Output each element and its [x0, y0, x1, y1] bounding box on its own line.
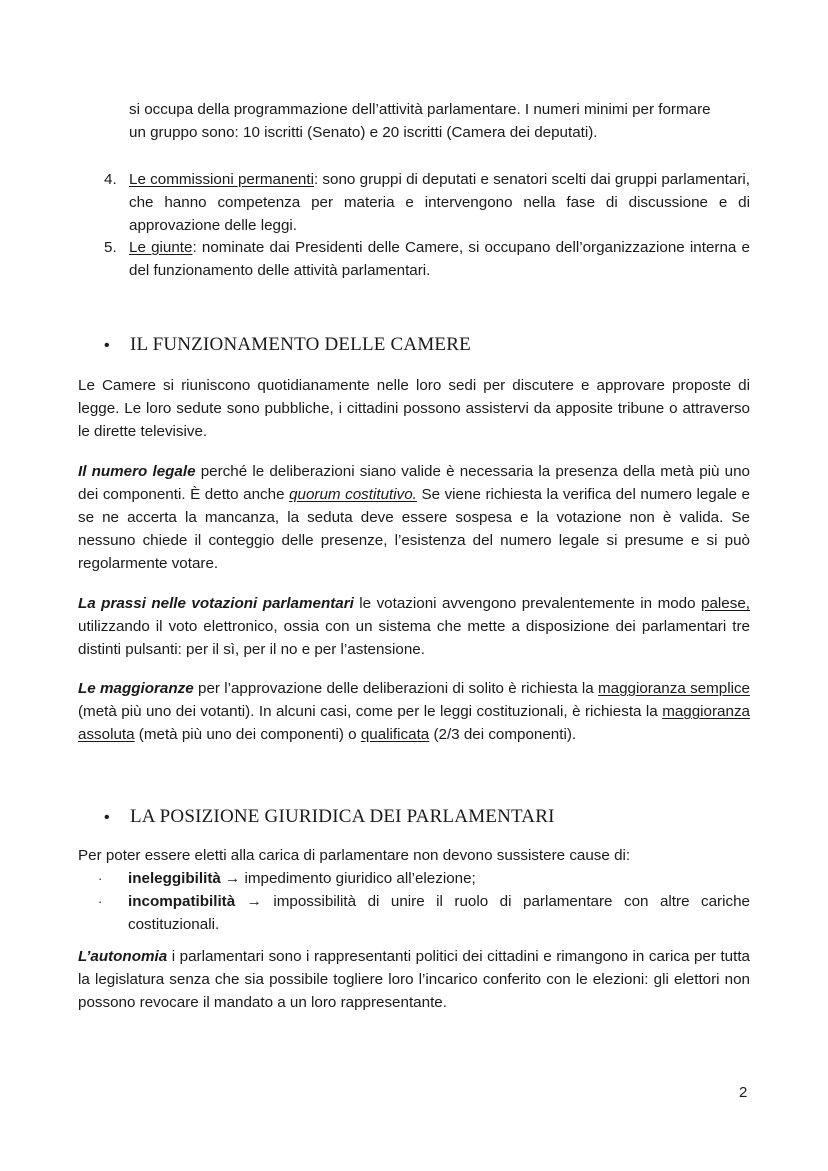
list-text: : nominate dai Presidenti delle Camere, si occupano dell’organizzazione interna e del funzionamento delle attività parlamentari.: [129, 239, 750, 279]
bullet-item: [98, 867, 750, 890]
paragraph-text: le votazioni avvengono prevalentemente in modo: [353, 595, 702, 612]
paragraph-lead: L’autonomia: [78, 948, 168, 965]
bullet-item: [98, 890, 750, 936]
paragraph-lead: Le maggioranze: [78, 680, 194, 697]
bullet-term: incompatibilità: [128, 893, 236, 910]
paragraph-lead: Il numero legale: [78, 463, 196, 480]
paragraph-text: (2/3 dei componenti).: [429, 726, 577, 743]
section-heading-text: IL FUNZIONAMENTO DELLE CAMERE: [130, 334, 471, 355]
continued-line-1: si occupa della programmazione dell’attività parlamentare. I numeri minimi per formare: [129, 101, 711, 118]
underlined-term: qualificata: [360, 726, 430, 743]
paragraph-text: (metà più uno dei componenti) o: [134, 726, 361, 743]
bullet-icon: •: [104, 337, 110, 354]
underlined-term: palese,: [701, 595, 751, 612]
list-text: : sono gruppi di deputati e senatori scelti dai gruppi parlamentari, che hanno competenza per materia e intervengono nella fase di discussione e di approvazione delle leggi.: [129, 171, 750, 234]
underlined-term: maggioranza assoluta: [78, 703, 750, 743]
paragraph: Per poter essere eletti alla carica di parlamentare non devono sussistere cause di:: [78, 847, 631, 864]
paragraph-autonomia: [78, 945, 750, 1014]
list-item: [104, 168, 750, 237]
paragraph-numero-legale: [78, 460, 750, 575]
bullet-icon: ·: [98, 871, 103, 886]
continued-paragraph: [129, 98, 751, 144]
bullet-text: impedimento giuridico all’elezione;: [244, 870, 476, 887]
bullet-icon: ·: [98, 894, 103, 909]
paragraph-text: perché le deliberazioni siano valide è necessaria la presenza della metà più uno dei componenti. È detto anche: [78, 463, 750, 503]
underlined-term: maggioranza semplice: [597, 680, 751, 697]
underlined-term: quorum costitutivo.: [289, 486, 417, 503]
paragraph: Le Camere si riuniscono quotidianamente nelle loro sedi per discutere e approvare proposte di legge. Le loro sedute sono pubbliche, i cittadini possono assistervi da apposite tribune o attraverso le dirette televisive.: [78, 377, 750, 440]
list-term: Le giunte: [129, 239, 193, 256]
bullet-icon: •: [104, 809, 110, 826]
paragraph-lead: La prassi nelle votazioni parlamentari: [78, 595, 354, 612]
list-term: Le commissioni permanenti: [129, 171, 314, 188]
paragraph-text: (metà più uno dei votanti). In alcuni casi, come per le leggi costituzionali, è richiesta la: [78, 703, 663, 720]
bullet-term: ineleggibilità: [128, 870, 221, 887]
paragraph-text: per l’approvazione delle deliberazioni di solito è richiesta la: [193, 680, 598, 697]
paragraph-maggioranze: [78, 677, 750, 746]
paragraph-text: i parlamentari sono i rappresentanti politici dei cittadini e rimangono in carica per tutta la legislatura senza che sia possibile togliere loro l’incarico conferito con le elezioni: gli elettori non possono revocare il mandato a un loro rappresentante.: [78, 948, 750, 1011]
paragraph-prassi: [78, 592, 750, 661]
paragraph-text: Se viene richiesta la verifica del numero legale e se ne accerta la mancanza, la seduta deve essere sospesa e la votazione non è valida. Se nessuno chiede il conteggio delle presenze, l’esistenza del numero legale si presume e si può regolarmente votare.: [78, 486, 750, 572]
arrow-icon: →: [220, 870, 245, 887]
section-heading-text: LA POSIZIONE GIURIDICA DEI PARLAMENTARI: [130, 806, 555, 827]
list-item: [104, 236, 750, 282]
section-heading: [104, 334, 471, 356]
arrow-icon: →: [235, 893, 274, 910]
paragraph-text: utilizzando il voto elettronico, ossia con un sistema che mette a disposizione dei parlamentari tre distinti pulsanti: per il sì, per il no e per l’astensione.: [78, 618, 750, 658]
continued-line-2: un gruppo sono: 10 iscritti (Senato) e 20 iscritti (Camera dei deputati).: [129, 124, 598, 141]
page-number: 2: [739, 1084, 748, 1101]
list-number: 4.: [104, 171, 117, 188]
list-number: 5.: [104, 239, 117, 256]
section-heading: [104, 806, 555, 828]
bullet-text: impossibilità di unire il ruolo di parlamentare con altre cariche costituzionali.: [128, 893, 750, 933]
